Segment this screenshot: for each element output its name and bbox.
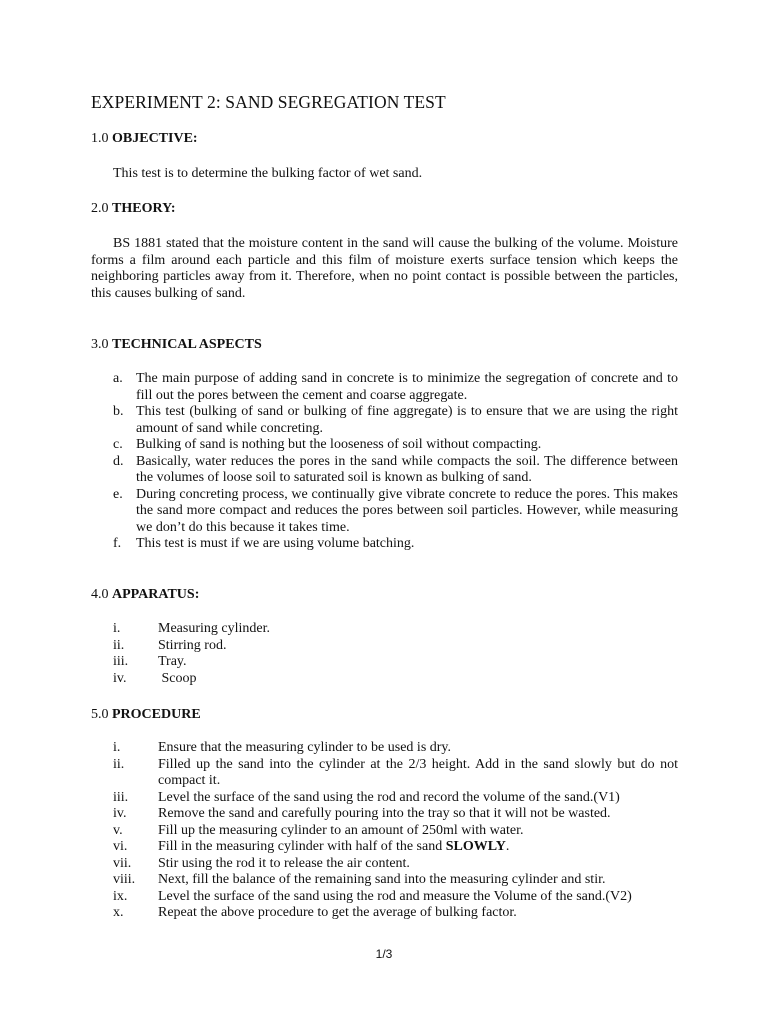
apparatus-heading bbox=[91, 587, 199, 604]
apparatus-list bbox=[91, 621, 678, 687]
list-marker: ii. bbox=[113, 637, 125, 653]
list-item-text: Remove the sand and carefully pouring into the tray so that it will not be wasted. bbox=[158, 806, 611, 821]
objective-text: This test is to determine the bulking factor of wet sand. bbox=[113, 166, 423, 181]
list-item-text: Basically, water reduces the pores in the sand while compacts the soil. The difference between the volumes of loose soil to saturated soil is known as bulking of sand. bbox=[136, 453, 678, 485]
procedure-number: 5.0 bbox=[91, 707, 109, 722]
page-number: 1/3 bbox=[375, 947, 393, 961]
apparatus-title: APPARATUS: bbox=[112, 587, 200, 602]
list-item bbox=[91, 839, 678, 856]
list-item-text: This test is must if we are using volume batching. bbox=[136, 536, 415, 551]
list-item-text: Stirring rod. bbox=[158, 637, 227, 653]
list-marker: c. bbox=[113, 437, 123, 452]
list-marker: x. bbox=[113, 905, 124, 920]
procedure-heading bbox=[91, 707, 201, 724]
list-item bbox=[91, 621, 678, 638]
list-item-text bbox=[158, 839, 509, 854]
list-item bbox=[91, 487, 678, 537]
list-item bbox=[91, 638, 678, 655]
list-item bbox=[91, 856, 678, 873]
list-marker: i. bbox=[113, 621, 121, 636]
list-item bbox=[91, 671, 678, 688]
list-item bbox=[91, 454, 678, 487]
list-item bbox=[91, 790, 678, 807]
list-item-text: This test (bulking of sand or bulking of fine aggregate) is to ensure that we are using the right amount of sand while concreting. bbox=[136, 404, 678, 436]
objective-heading bbox=[91, 131, 198, 148]
theory-number: 2.0 bbox=[91, 201, 109, 216]
list-item-text: Stir using the rod it to release the air content. bbox=[158, 855, 410, 871]
document-title: EXPERIMENT 2: SAND SEGREGATION TEST bbox=[91, 92, 446, 112]
technical-list bbox=[91, 371, 678, 553]
list-item bbox=[91, 437, 678, 454]
theory-text: BS 1881 stated that the moisture content in the sand will cause the bulking of the volume. Moisture forms a film around each particle and this film of moisture exerts surface tension which keeps the neighboring particles away from it. Therefore, when no point contact is possible between the particles, this causes bulking of sand. bbox=[91, 236, 678, 301]
technical-heading bbox=[91, 337, 262, 354]
list-marker: ii. bbox=[113, 756, 125, 772]
apparatus-number: 4.0 bbox=[91, 587, 109, 602]
list-item bbox=[91, 872, 678, 889]
emphasis-text: SLOWLY bbox=[445, 839, 506, 854]
list-item bbox=[91, 371, 678, 404]
list-item-text: Tray. bbox=[158, 654, 187, 669]
list-item bbox=[91, 889, 678, 906]
list-item-text: The main purpose of adding sand in concrete is to minimize the segregation of concrete and to fill out the pores between the cement and coarse aggregate. bbox=[136, 371, 678, 403]
list-item-text: Level the surface of the sand using the rod and record the volume of the sand.(V1) bbox=[158, 789, 620, 805]
list-item-text: Measuring cylinder. bbox=[158, 621, 270, 636]
list-item-text: Next, fill the balance of the remaining sand into the measuring cylinder and stir. bbox=[158, 872, 606, 887]
list-marker: b. bbox=[113, 404, 124, 419]
list-marker: d. bbox=[113, 453, 124, 469]
list-marker: viii. bbox=[113, 872, 136, 887]
list-item-text: Repeat the above procedure to get the average of bulking factor. bbox=[158, 905, 517, 920]
list-marker: i. bbox=[113, 740, 121, 755]
list-item bbox=[91, 823, 678, 840]
list-item bbox=[91, 806, 678, 823]
list-item bbox=[91, 905, 678, 922]
list-marker: e. bbox=[113, 486, 123, 502]
objective-number: 1.0 bbox=[91, 131, 109, 146]
list-marker: ix. bbox=[113, 888, 128, 904]
list-item-text: Scoop bbox=[158, 670, 197, 686]
theory-title: THEORY: bbox=[112, 201, 176, 216]
list-item bbox=[91, 536, 678, 553]
technical-number: 3.0 bbox=[91, 337, 109, 352]
list-item-text: Bulking of sand is nothing but the looseness of soil without compacting. bbox=[136, 437, 542, 452]
procedure-list bbox=[91, 740, 678, 922]
list-marker: f. bbox=[113, 536, 122, 551]
list-item bbox=[91, 757, 678, 790]
list-item bbox=[91, 740, 678, 757]
objective-title: OBJECTIVE: bbox=[112, 131, 198, 146]
list-marker: iii. bbox=[113, 789, 129, 805]
list-marker: iv. bbox=[113, 806, 127, 821]
list-item bbox=[91, 404, 678, 437]
list-item-text: Ensure that the measuring cylinder to be used is dry. bbox=[158, 740, 452, 755]
list-item bbox=[91, 654, 678, 671]
list-marker: iii. bbox=[113, 654, 129, 669]
list-item-text: Fill up the measuring cylinder to an amount of 250ml with water. bbox=[158, 822, 524, 838]
theory-heading bbox=[91, 201, 176, 218]
list-marker: a. bbox=[113, 371, 123, 386]
list-marker: v. bbox=[113, 822, 123, 838]
list-marker: vii. bbox=[113, 855, 132, 871]
list-marker: vi. bbox=[113, 839, 128, 854]
list-marker: iv. bbox=[113, 670, 127, 686]
technical-title: TECHNICAL ASPECTS bbox=[112, 337, 262, 352]
procedure-title: PROCEDURE bbox=[112, 707, 201, 722]
list-item-text: During concreting process, we continually give vibrate concrete to reduce the pores. This makes the sand more compact and reduces the pores between soil particles. However, while measuring we don’t do this because it takes time. bbox=[136, 486, 678, 535]
list-item-text: Filled up the sand into the cylinder at the 2/3 height. Add in the sand slowly but do not compact it. bbox=[158, 756, 678, 788]
list-item-text: Level the surface of the sand using the rod and measure the Volume of the sand.(V2) bbox=[158, 888, 632, 904]
list-item-text-before: Fill in the measuring cylinder with half of the sand bbox=[158, 839, 446, 854]
list-item-text-after: . bbox=[505, 839, 510, 854]
